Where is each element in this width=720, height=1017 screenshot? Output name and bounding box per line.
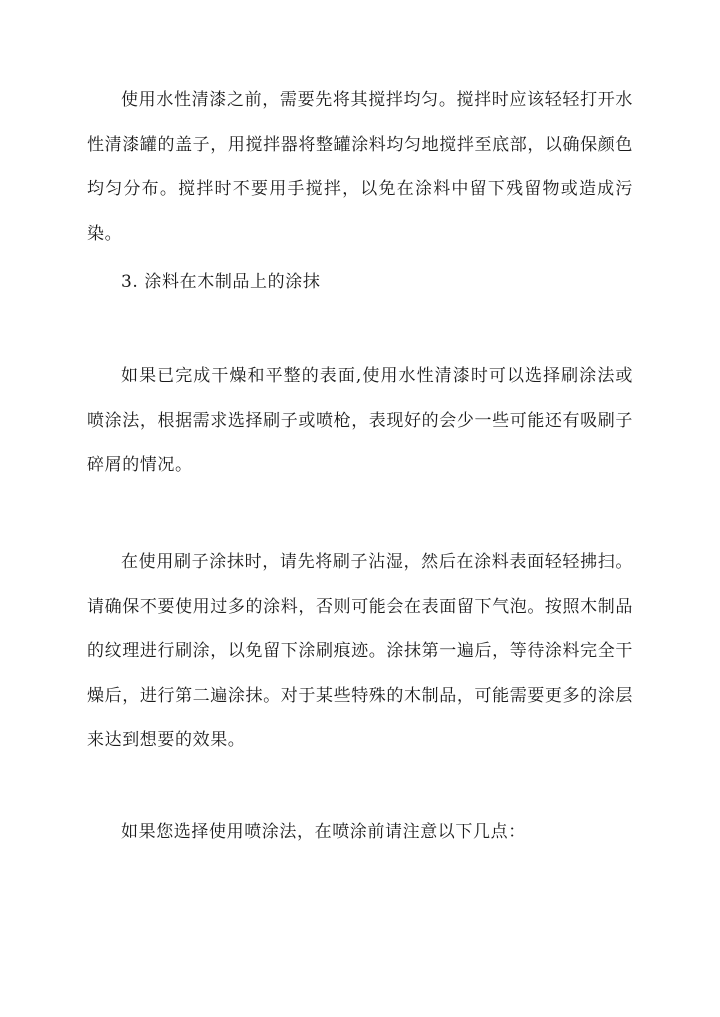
- paragraph-spraying: 如果您选择使用喷涂法，在喷涂前请注意以下几点：: [121, 822, 526, 842]
- paragraph-brushing: 在使用刷子涂抹时，请先将刷子沾湿，然后在涂料表面轻轻拂扫。请确保不要使用过多的涂料，否则可能会在表面留下气泡。按照木制品的纹理进行刷涂，以免留下涂刷痕迹。涂抹第一遍后，等待涂料完全干燥后，进行第二遍涂抹。对于某些特殊的木制品，可能需要更多的涂层来达到想要的效果。: [87, 552, 633, 750]
- paragraph-application-method: 如果已完成干燥和平整的表面,使用水性清漆时可以选择刷涂法或喷涂法，根据需求选择刷子或喷枪，表现好的会少一些可能还有吸刷子碎屑的情况。: [87, 366, 633, 475]
- paragraph-stirring: 使用水性清漆之前，需要先将其搅拌均匀。搅拌时应该轻轻打开水性清漆罐的盖子，用搅拌器将整罐涂料均匀地搅拌至底部，以确保颜色均匀分布。搅拌时不要用手搅拌，以免在涂料中留下残留物或造成污染。: [87, 90, 633, 244]
- section-heading: 3. 涂料在木制品上的涂抹: [121, 272, 321, 292]
